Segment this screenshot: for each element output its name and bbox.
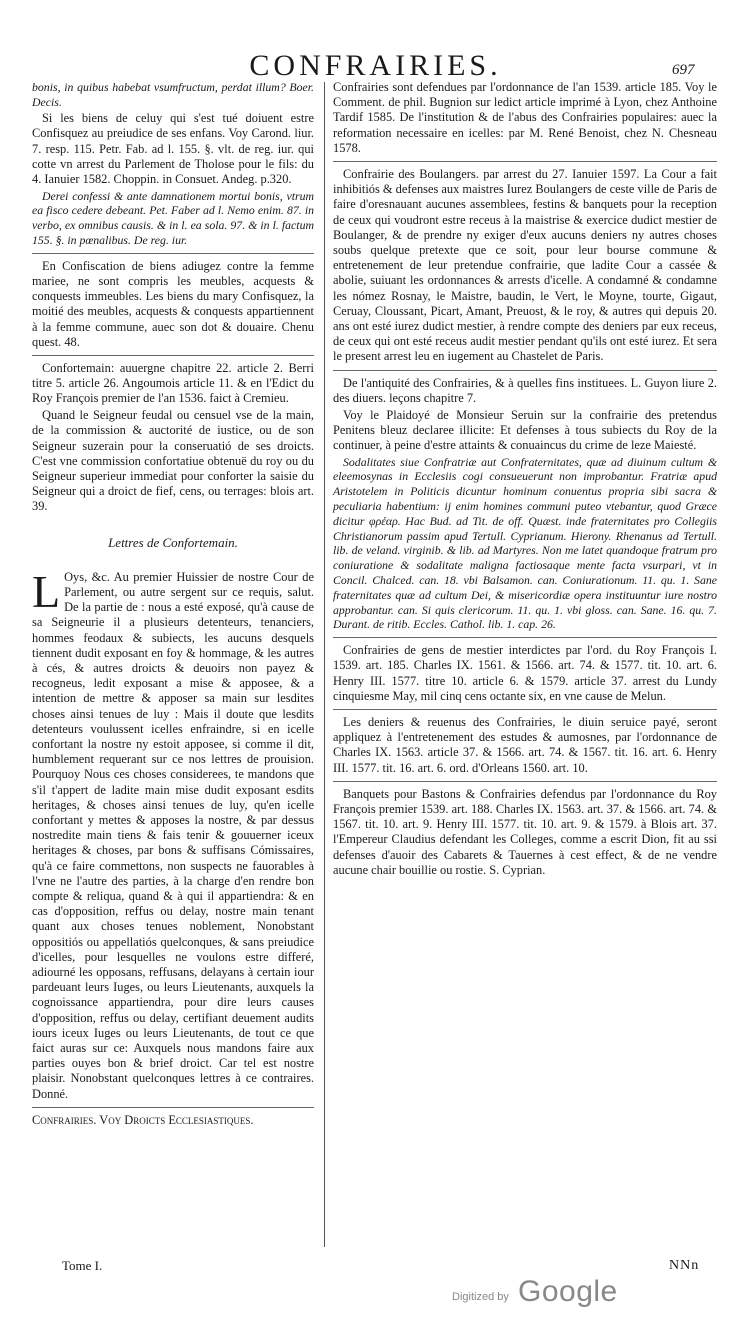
letters-heading: Lettres de Confortemain. [108,534,238,550]
digitized-label: Digitized by [452,1291,509,1303]
separator-rule [333,161,717,162]
left-entries [32,80,314,515]
letter-text: Oys, &c. Au premier Huissier de nostre Cour de Parlement, ou autre sergent sur ce requis, salut. De la partie de : nous a esté exposé, qu'à cause de sa Seigneurie il a plusieurs detenteurs, tenanciers, hommes feodaux & subiects, les aucuns desquels tiennent dudit exposant en foy & hommage, & les autres à cés, & autres droicts & deuoirs non payez & recogneus, ledit exposant a mise & apposee, & a intention de mettre & apposer sa main sur lesdites choses ainsi tenues de luy : Mais il doute que lesdits detenteurs voulussent icelles enfraindre, si en icelle confortant la nostre ny estoit apposee, si comme il dit, humblement requerant sur ce nos lettres de prouision. Pourquoy Nous ces choses considerees, te mandons que s'il t'appert de ladite main mise dudit exposant esdits heritages, & choses ainsi tenues de luy, qu'en icelle confortant y mettes & apposes la nostre, & par dessus nostredite main tiens & fais tenir & gouuerner iceux heritages & choses, par bons & suffisans Cómissaires, qu'à ce faire commettons, non suspects ne fauorables à l'vne ne l'autre des parties, à la charge d'en rendre bon compte & reliqua, quand & à qui il appartiendra: & en cas d'opposition, reffus ou delay, nostre main tenant quant aux choses tenues noblement, Nonobstant oppositiós ou appellatiós quelconques, & sans preiudice d'icelles, pour lesquelles ne voulons estre differé, adiourné les opposans, reffusans, delayans à certain iour pardeuant leurs Iuges, ou leurs Lieutenants, auxquels la cognoissance appartiendra, pour dire leurs causes d'opposition, reffus ou delay, certifiant deuement audits iours iceux Iuges ou leurs Lieutenants, de tout ce que faict auras sur ce: Auxquels nous mandons faire aux parties ouyes bon & brief droict. Car tel est nostre plaisir. Nonobstant quelconques lettres à ce contraires. Donné. [32,569,314,1101]
google-logo: Google [518,1275,618,1308]
text-entry: Derei confessi & ante damnationem mortui bonis, vtrum ea fisco cedere debeant. Pet. Faber ad l. Nemo enim. 87. in verbo, ex omnibus causis. & in l. ea sola. 97. & in l. factum 155. §. in pœnalibus. De reg. iur. [32,188,314,247]
left-column [32,80,314,1130]
drop-cap: L [32,565,61,617]
text-entry: Si les biens de celuy qui s'est tué doiuent estre Confisquez au preiudice de ses enfans. Voy Carond. liur. 7. resp. 115. Petr. Fab. ad l. 155. §. vlt. de reg. iur. qui cotte vn arrest du Parlement de Tholose pour le fils: du 4. Ianuier 1582. Choppin. in Consuet. Andeg. p.320. [32,111,314,186]
separator-rule [32,253,314,254]
text-entry: Sodalitates siue Confratriæ aut Confraternitates, quæ ad diuinum cultum & eleemosynas in Ecclesiis cogi consueuerunt non improbantur. Fratriæ apud Aristotelem in Politicis dicuntur hominum conuentus propria sibi sacra & peculiaria habentium: ij enim homines communi puteo vtebantur, quod Græce dicitur φρέαρ. Hac Bud. ad Tit. de off. Quæst. inde fraternitates pro Collegiis Christianorum passim apud Tertull. Cyprianum. Hierony. Rhenanus ad Tertull. lib. de veland. virginib. & lib. ad Martyres. Non me latet quandoque fratrum pro coniuratione & sodalitate maligna factiosaque mente facta vsurpari, vt in Concil. Chalced. can. 18. vbi Balsamon. can. Coniurationum. 11. qu. 1. Sane fraternitates quæ ad cultum Dei, & misericordiæ opera instituuntur iure nostro approbantur. can. Si quis clericorum. 11. qu. 1. vbi gloss. can. Sane. 16. qu. 7. Durant. de ritib. Eccles. Cathol. lib. 1. cap. 26. [333,454,717,632]
text-entry: Voy le Plaidoyé de Monsieur Seruin sur la confrairie des pretendus Penitens bleuz declaree illicite: Et defenses à tous subiects du Roy de la continuer, à peine d'estre attaints & conuaincus du crime de leze Maiesté. [333,407,717,452]
text-entry: Confortemain: auuergne chapitre 22. article 2. Berri titre 5. article 26. Angoumois article 11. & en l'Edict du Roy François premier de l'an 1536. faict à Cremieu. [32,361,314,406]
running-head: CONFRAIRIES. [249,49,502,82]
separator-rule [32,1107,314,1108]
separator-rule [333,709,717,710]
right-column [333,80,717,880]
text-entry: Confrairies sont defendues par l'ordonnance de l'an 1539. article 185. Voy le Comment. de phil. Bugnion sur ledict article imprimé à Lyon, chez Anthoine Tardif 1585. De l'institution & de l'abus des Confrairies populaires: auec la reformation necessaire en icelles: par M. René Benoist, chez N. Chesneau 1578. [333,80,717,155]
text-entry: Quand le Seigneur feudal ou censuel vse de la main, de la commission & auctorité de iustice, ou de son Seigneur suzerain pour la conseruatió de ses droicts. C'est vne commission confortatiue obtenuë du roy ou du Seigneur superieur immediat pour conforter la saisie du Seigneur qui a droict de fief, cens, ou terrages: blois art. 39. [32,408,314,514]
digitized-watermark [452,1275,712,1315]
text-entry: Confrairie des Boulangers. par arrest du 27. Ianuier 1597. La Cour a fait inhibitiós & defenses aux maistres Iurez Boulangers de ceste ville de Paris de faire d'oresnauant aucunes assemblees, festins & banquets pour la reception de ceux qui voudront estre receus à la maistrise & exercice dudict mestier de Boulanger, & de prendre ny exiger d'eux aucuns deniers ny autres choses soubs quelque pretexte que ce soit, pour leur bourse commune & entretenement de leur pretendue confrairie, que ladite Cour a cassée & abolie, suiuant les ordonnances & arrests d'icelle. A condamné & condamne les nómez Rosnay, le Maistre, baudin, le Vert, le Moyne, tourte, Gigaut, Ceruay, Cloussant, Picart, Amant, Preuost, & le roy, & autres qui depuis 20. ans ont esté iurez dudict mestier, à rendre compte des deniers par eux receus, de ceux qui ont esté receus audit mestier pendant qu'ils ont esté iurez. Et sera le present arrest leu en iugement au Chastelet de Paris. [333,167,718,364]
separator-rule [333,370,717,371]
page-number: 697 [672,62,695,78]
volume-label: Tome I. [62,1258,103,1273]
text-entry: Banquets pour Bastons & Confrairies defendus par l'ordonnance du Roy François premier 1539. art. 188. Charles IX. 1563. art. 37. & 1566. art. 74. & 1567. tit. 10. art. 9. Henry III. 1577. tit. 10. art. 9. & 1579. à Blois art. 37. l'Empereur Claudius defendant les Colleges, comme a escrit Dion, fit au ssi defenses d'auoir des Cabarets & Tauernes à cest effect, & de ne vendre aucune chair bouillie ou rostie. S. Cyprian. [333,786,717,877]
cross-reference: Confrairies. Voy Droicts Ecclesiastiques. [32,1112,254,1127]
column-rule [324,82,325,1247]
separator-rule [333,781,717,782]
text-entry: De l'antiquité des Confrairies, & à quelles fins instituees. L. Guyon liure 2. des diuers. leçons chapitre 7. [333,375,717,405]
letter-body [32,565,314,1102]
text-entry: Les deniers & reuenus des Confrairies, le diuin seruice payé, seront appliquez à l'entretenement des estudes & aumosnes, par l'ordonnance de Charles IX. 1563. article 37. & 1566. art. 74. & 1567. tit. 16. art. 6. Henry III. 1577. tit. 16. art. 6. ord. d'Orleans 1560. art. 10. [333,715,717,775]
separator-rule [333,637,717,638]
signature-mark: NNn [669,1258,700,1273]
text-entry: En Confiscation de biens adiugez contre la femme mariee, ne sont compris les meubles, acquests & conquests immeubles. Les biens du mary Confisquez, la moitié des meubles, acquests & conquests appartiennent à la femme commune, auec son dot & douaire. Chenu quest. 48. [32,258,314,349]
right-entries [333,80,717,878]
text-entry: bonis, in quibus habebat vsumfructum, perdat illum? Boer. Decis. [32,80,314,109]
separator-rule [32,355,314,356]
text-entry: Confrairies de gens de mestier interdictes par l'ord. du Roy François I. 1539. art. 185. Charles IX. 1561. & 1566. art. 74. & 1577. tit. 10. art. 6. Henry III. 1577. titre 10. article 6. & 1579. article 37. arrest du Lundy cinquiesme May, mil cinq cens octante six, en vne cause de Melun. [333,643,717,703]
